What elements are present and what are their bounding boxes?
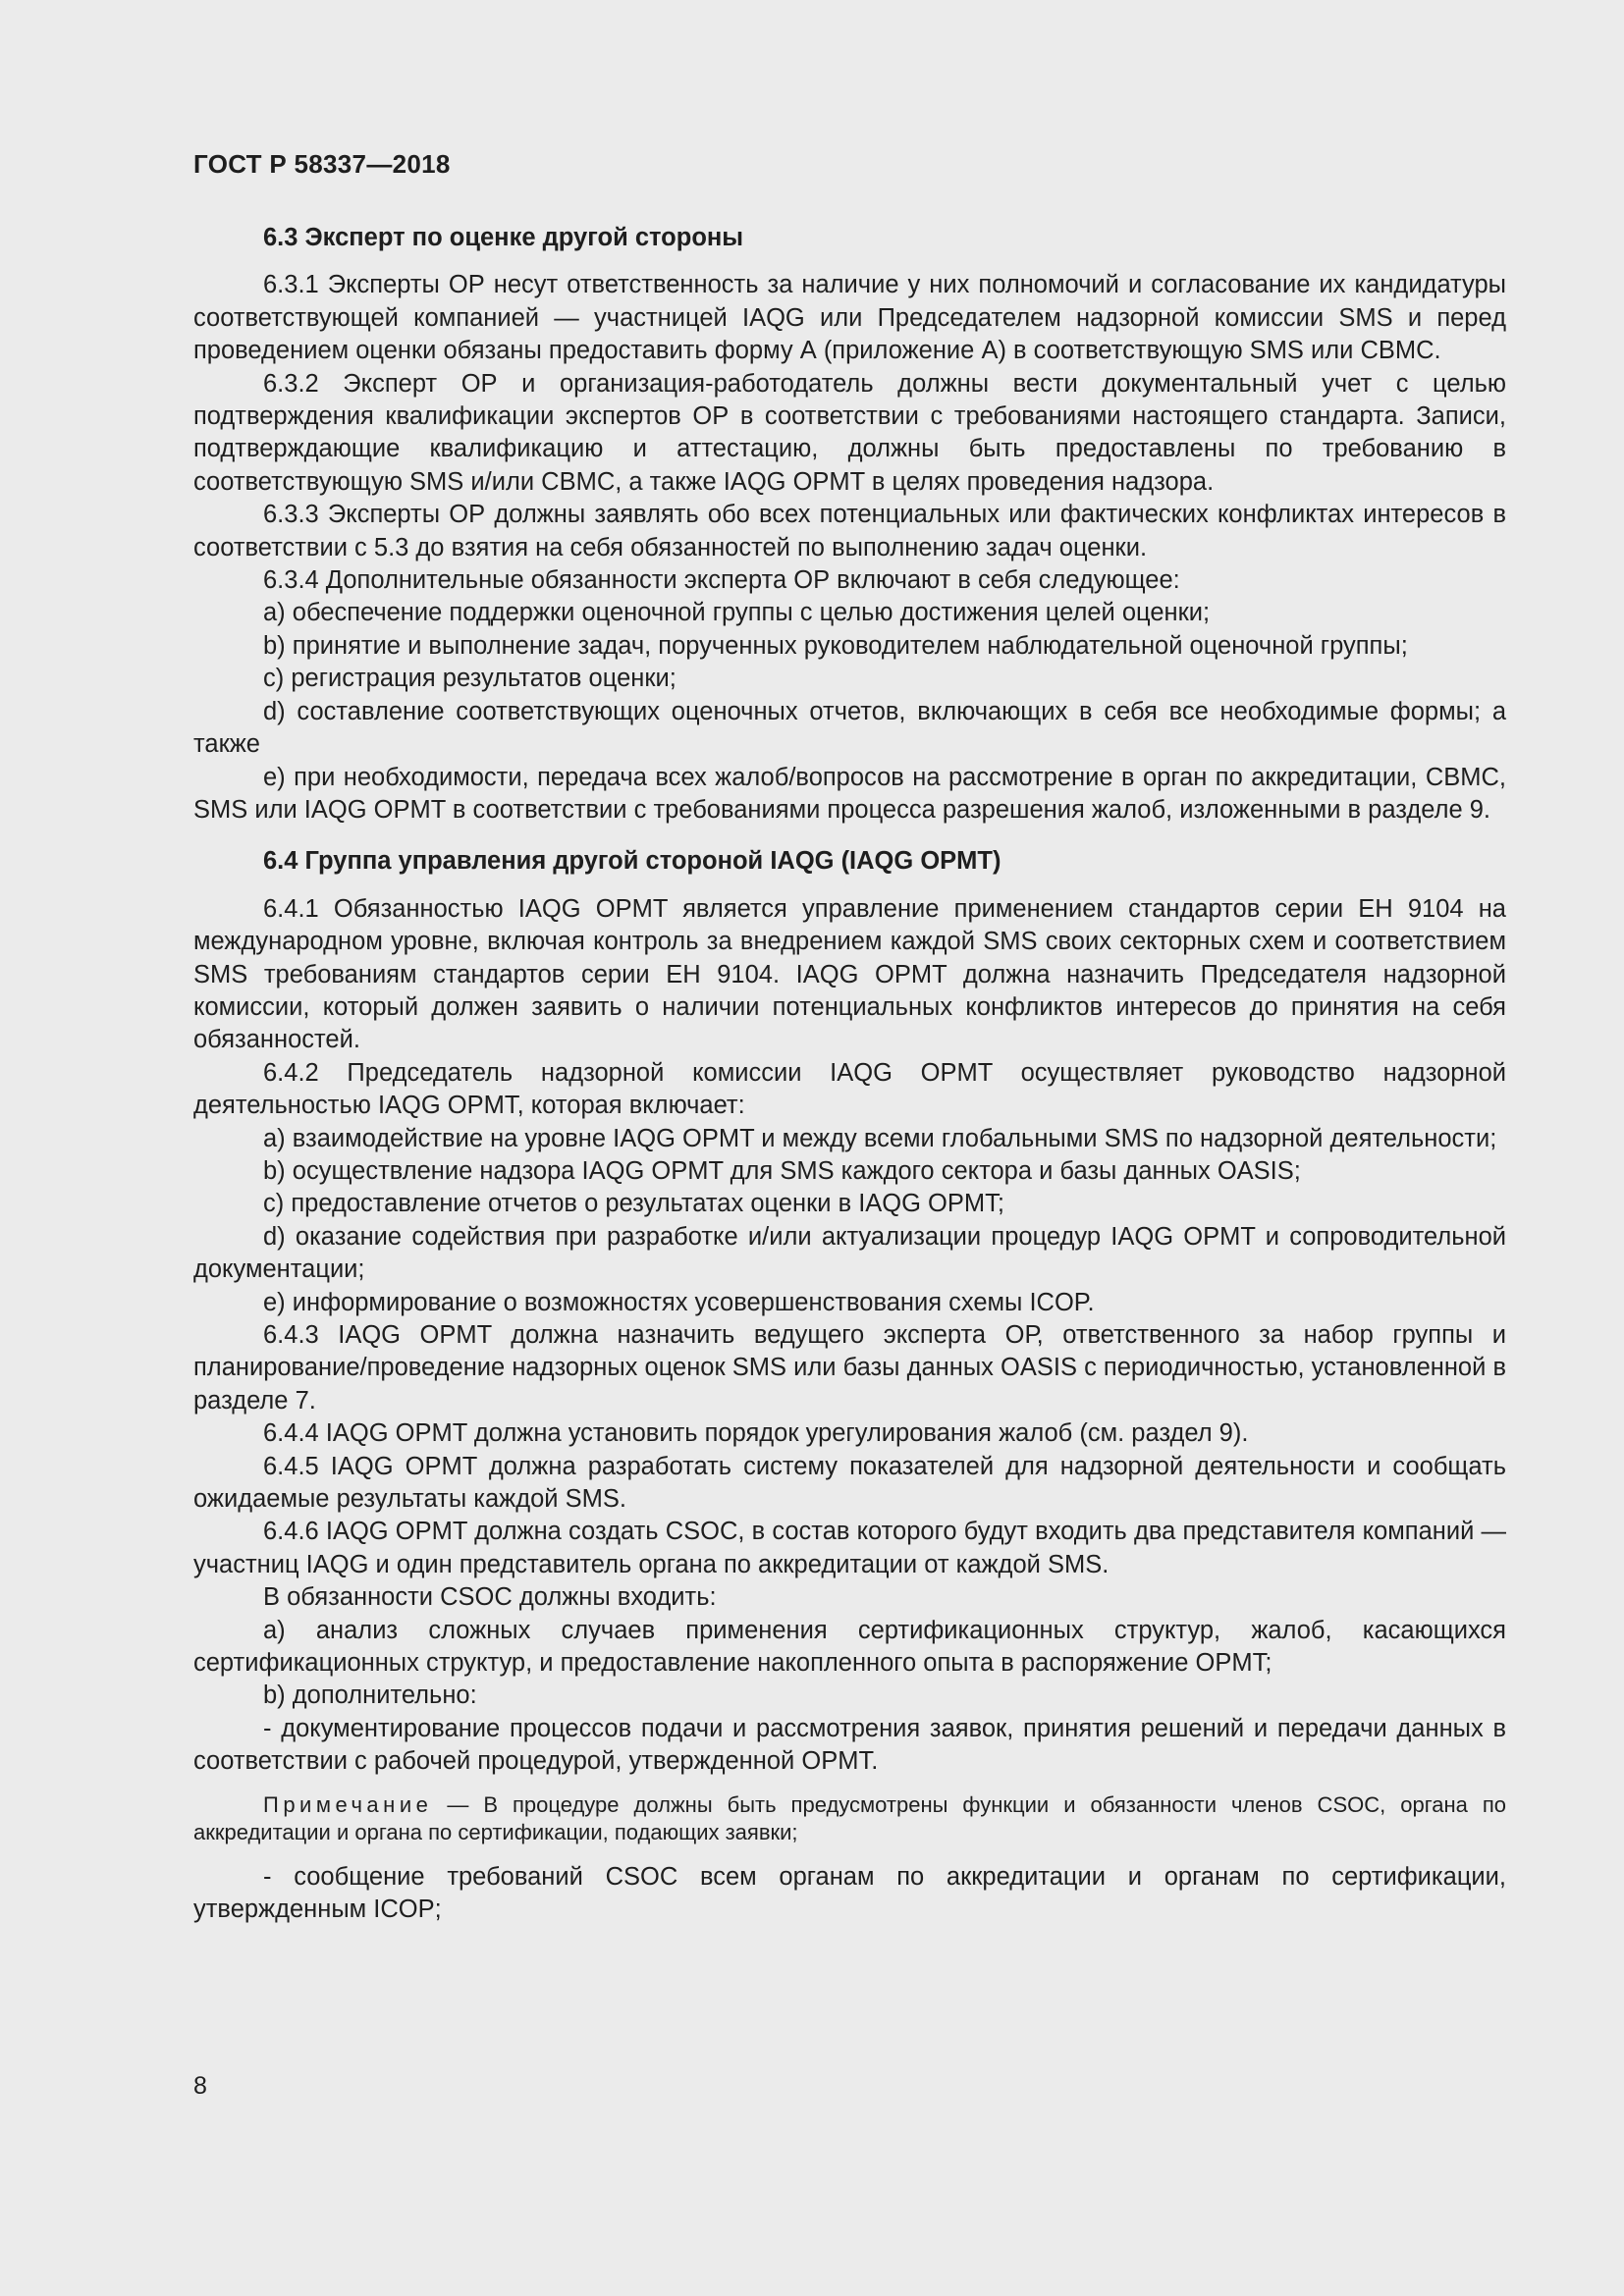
paragraph-6-4-1: 6.4.1 Обязанностью IAQG OPMT является управление применением стандартов серии ЕН 9104 на международном уровне, включая контроль за внедрением каждой SMS своих секторных схем и соответствием SMS требованиям стандартов серии ЕН 9104. IAQG OPMT должна назначить Председателя надзорной комиссии, который должен заявить о наличии потенциальных конфликтов интересов до принятия на себя обязанностей. xyxy=(193,894,1506,1054)
section-heading-6-3: 6.3 Эксперт по оценке другой стороны xyxy=(263,224,744,251)
document-body xyxy=(193,222,1506,1927)
csoc-intro: В обязанности CSOC должны входить: xyxy=(263,1583,717,1612)
note-label: Примечание xyxy=(263,1791,433,1817)
list-item: b) принятие и выполнение задач, порученных руководителем наблюдательной оценочной группы; xyxy=(263,631,1408,660)
list-item: b) дополнительно: xyxy=(263,1682,477,1710)
paragraph-6-3-1: 6.3.1 Эксперты ОР несут ответственность за наличие у них полномочий и согласование их кандидатуры соответствующей компанией — участницей IAQG или Председателем надзорной комиссии SMS и перед проведением оценки обязаны предоставить форму А (приложение А) в соответствующую SMS или СВМС. xyxy=(193,271,1506,365)
document-header: ГОСТ Р 58337—2018 xyxy=(193,149,451,179)
paragraph-6-4-2: 6.4.2 Председатель надзорной комиссии IAQG OPMT осуществляет руководство надзорной деятельностью IAQG OPMT, которая включает: xyxy=(193,1058,1506,1120)
note-text: — В процедуре должны быть предусмотрены функции и обязанности членов CSOC, органа по аккредитации и органа по сертификации, подающих заявки; xyxy=(193,1791,1506,1845)
list-item: b) осуществление надзора IAQG OPMT для SMS каждого сектора и базы данных OASIS; xyxy=(263,1156,1301,1185)
paragraph-6-3-2: 6.3.2 Эксперт ОР и организация-работодатель должны вести документальный учет с целью подтверждения квалификации экспертов ОР в соответствии с требованиями настоящего стандарта. Записи, подтверждающие квалификацию и аттестацию, должны быть предоставлены по требованию в соответствующую SMS и/или СВМС, а также IAQG OPMT в целях проведения надзора. xyxy=(193,369,1506,496)
list-item: а) взаимодействие на уровне IAQG OPMT и между всеми глобальными SMS по надзорной деятельности; xyxy=(263,1124,1497,1152)
list-item: е) при необходимости, передача всех жалоб/вопросов на рассмотрение в орган по аккредитации, СВМС, SMS или IAQG OPMT в соответствии с требованиями процесса разрешения жалоб, изложенными в разделе 9. xyxy=(193,763,1506,824)
paragraph-6-3-4: 6.3.4 Дополнительные обязанности эксперта ОР включают в себя следующее: xyxy=(263,566,1180,595)
list-item: с) регистрация результатов оценки; xyxy=(263,665,677,693)
list-item: - сообщение требований CSOC всем органам по аккредитации и органам по сертификации, утвержденным ICOP; xyxy=(193,1862,1506,1924)
section-heading-6-4: 6.4 Группа управления другой стороной IAQG (IAQG OPMT) xyxy=(263,847,1001,876)
paragraph-6-4-4: 6.4.4 IAQG OPMT должна установить порядок урегулирования жалоб (см. раздел 9). xyxy=(263,1419,1249,1448)
list-item: d) оказание содействия при разработке и/или актуализации процедур IAQG OPMT и сопроводительной документации; xyxy=(193,1222,1506,1284)
note xyxy=(193,1791,1506,1847)
list-item: а) обеспечение поддержки оценочной группы с целью достижения целей оценки; xyxy=(263,599,1211,627)
list-item: е) информирование о возможностях усовершенствования схемы ICOP. xyxy=(263,1288,1095,1316)
list-item: d) составление соответствующих оценочных отчетов, включающих в себя все необходимые формы; а также xyxy=(193,697,1506,759)
list-item: с) предоставление отчетов о результатах оценки в IAQG OPMT; xyxy=(263,1190,1004,1218)
list-item: - документирование процессов подачи и рассмотрения заявок, принятия решений и передачи данных в соответствии с рабочей процедурой, утвержденной OPMT. xyxy=(193,1714,1506,1776)
paragraph-6-4-3: 6.4.3 IAQG OPMT должна назначить ведущего эксперта ОР, ответственного за набор группы и планирование/проведение надзорных оценок SMS или базы данных OASIS с периодичностью, установленной в разделе 7. xyxy=(193,1321,1506,1415)
list-item: а) анализ сложных случаев применения сертификационных структур, жалоб, касающихся сертификационных структур, и предоставление накопленного опыта в распоряжение OPMT; xyxy=(193,1616,1506,1678)
paragraph-6-3-3: 6.3.3 Эксперты ОР должны заявлять обо всех потенциальных или фактических конфликтах интересов в соответствии с 5.3 до взятия на себя обязанностей по выполнению задач оценки. xyxy=(193,501,1506,561)
page-number: 8 xyxy=(193,2072,207,2100)
paragraph-6-4-6: 6.4.6 IAQG OPMT должна создать CSOC, в состав которого будут входить два представителя компаний — участниц IAQG и один представитель органа по аккредитации от каждой SMS. xyxy=(193,1518,1506,1578)
paragraph-6-4-5: 6.4.5 IAQG OPMT должна разработать систему показателей для надзорной деятельности и сообщать ожидаемые результаты каждой SMS. xyxy=(193,1452,1506,1514)
